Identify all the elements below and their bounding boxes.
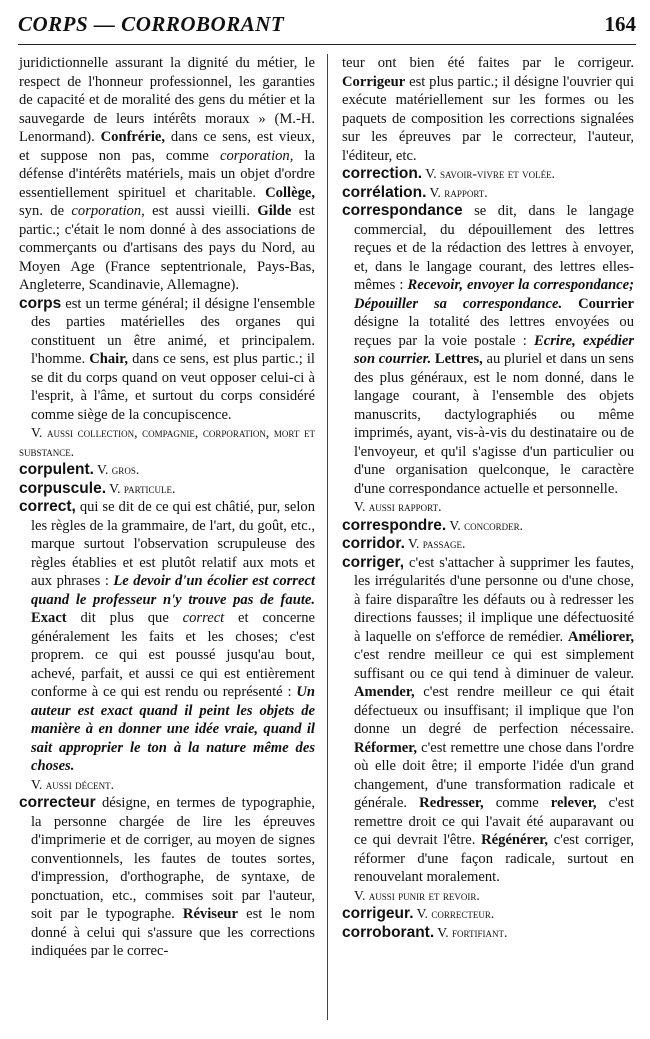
- entry-corporation-continued: [19, 54, 315, 295]
- example-sentence: Ecrire, expédier son courrier.: [354, 332, 634, 367]
- entry-correcteur-continued: [342, 54, 634, 165]
- headword: correspondance: [342, 202, 463, 219]
- synonym-regenerer: Régénérer,: [481, 832, 549, 848]
- headword: corridor.: [342, 535, 405, 552]
- entry-correlation: [342, 184, 634, 203]
- entry-text: est un terme général; il désigne l'ensemble des parties matérielles des organes qui constituent un être animé, et principalem. l'homme.: [31, 295, 315, 367]
- entry-text: la défense d'intérêts matériels, mais un objet d'ordre essentiellement spirituel et charitable.: [19, 147, 316, 201]
- headword: correcteur: [19, 794, 96, 811]
- entry-text: c'est rendre meilleur ce qui est simplement suffisant ou ce qui tend à diminuer de valeur.: [354, 647, 634, 682]
- entry-correcteur: [19, 794, 315, 961]
- cross-reference: V. gros.: [93, 462, 140, 477]
- synonym-reviseur: Réviseur: [182, 906, 239, 922]
- entry-corps: [19, 295, 315, 425]
- headword: correspondre.: [342, 516, 447, 534]
- column-divider: [327, 54, 328, 1020]
- see-also: V. aussi décent.: [31, 776, 115, 792]
- headword: corpulent.: [19, 461, 94, 478]
- synonym-relever: relever,: [550, 795, 597, 811]
- entry-text: et concerne généralement les faits et les choses; c'est proprem. ce qui est poussé jusqu'au bout, achevé, parfait, et aussi ce qui est entièrement conforme à ce qui est rendu ou représenté :: [31, 610, 315, 700]
- headword: corrigeur.: [342, 905, 414, 922]
- entry-text: au pluriel et dans un sens des plus généraux, est le nom donné, dans le langage courant, à l'ensemble des objets manuscrits, dactylographiés ou même imprimés, ayant, vis-à-vis du destinataire ou de l'envoyeur, et qu'il s'agisse d'un particulier ou d'une organisation quelconque, le caractère d'une correspondance actuelle et personnelle.: [354, 351, 634, 497]
- italic-term: corporation,: [220, 147, 294, 164]
- entry-corrigeur: [342, 905, 634, 924]
- synonym-courrier: Courrier: [578, 295, 634, 312]
- cross-reference: V. particule.: [106, 480, 176, 496]
- entry-correct: [19, 498, 315, 776]
- entry-text: teur ont bien été faites par le corrigeur.: [342, 55, 634, 71]
- running-title: CORPS — CORROBORANT: [18, 12, 285, 36]
- synonym-ameliorer: Améliorer,: [567, 628, 634, 645]
- headword: correction.: [342, 165, 423, 182]
- headword: correct,: [19, 498, 76, 515]
- example-sentence: Le devoir d'un écolier est correct quand le professeur n'y trouve pas de faute.: [31, 573, 316, 608]
- headword: corpuscule.: [19, 479, 106, 497]
- entry-corroborant: [342, 924, 634, 943]
- headword: corps: [19, 294, 62, 312]
- cross-reference: V. savoir-vivre et volée.: [422, 166, 555, 181]
- right-column: [342, 54, 634, 942]
- entry-text: c'est remettre droit ce qui l'avait été auparavant ou ce qui devrait l'être.: [354, 795, 634, 848]
- see-also: V. aussi collection, compagnie, corporation, mort et substance.: [19, 425, 315, 459]
- entry-correspondre: [342, 517, 634, 536]
- headword: corroborant.: [342, 923, 435, 941]
- example-sentence: Un auteur est exact quand il peint les objets de manière à en donner une idée vraie, quand il sait approprier le ton à la nature même des choses.: [31, 684, 315, 774]
- entry-text: est partic.; c'était le nom donné à des associations de commerçants ou d'artisans des pays du Nord, au Moyen Age (France septentrionale, Pays-Bas, Angleterre, Scandinavie, Allemagne).: [19, 203, 315, 293]
- entry-correspondance: [342, 202, 634, 498]
- entry-correction: [342, 165, 634, 184]
- entry-corpuscule: [19, 480, 315, 499]
- entry-text: c'est corriger, réformer d'une façon radicale, surtout en renouvelant moralement.: [354, 832, 634, 885]
- cross-reference: V. fortifiant.: [434, 924, 508, 940]
- synonym-reformer: Réformer,: [354, 739, 418, 756]
- cross-reference: V. correcteur.: [413, 906, 495, 921]
- see-also: V. aussi punir et revoir.: [354, 887, 480, 903]
- synonym-confrerie: Confrérie,: [100, 129, 166, 145]
- entry-text: désigne la totalité des lettres envoyées ou reçues par la voie postale :: [354, 314, 634, 349]
- see-also: V. aussi rapport.: [354, 499, 442, 514]
- entry-text: comme: [483, 795, 551, 811]
- cross-reference: V. concorder.: [446, 517, 524, 533]
- synonym-college: Collège,: [265, 184, 315, 201]
- cross-reference: V. passage.: [404, 536, 466, 551]
- page-header: [18, 12, 636, 45]
- entry-text: dans ce sens, est vieux, et suppose non pas, comme: [19, 129, 315, 164]
- entry-text: dans ce sens, est plus partic.; il se dit du corps quand on veut opposer celui-ci à l'esprit, à l'âme, et surtout du corps considéré comme siège de la concupiscence.: [31, 351, 315, 423]
- synonym-lettres: Lettres,: [434, 351, 483, 367]
- italic-term: corporation,: [71, 203, 145, 219]
- entry-corridor: [342, 535, 634, 554]
- synonym-corrigeur: Corrigeur: [342, 73, 406, 90]
- entry-corpulent: [19, 461, 315, 480]
- synonym-chair: Chair,: [89, 351, 129, 367]
- entry-text: est le nom donné à celui qui s'assure que les corrections indiquées par le correc-: [31, 906, 315, 959]
- entry-text: désigne, en termes de typographie, la personne chargée de lire les épreuves d'imprimerie et de corriger, au moyen de signes conventionnels, les fautes de toutes sortes, d'impression, d'orthographe, de syntaxe, de ponctuation, etc., commises soit par l'auteur, soit par le typographe.: [31, 795, 315, 922]
- entry-text: c'est rendre meilleur ce qui était défectueux ou insuffisant; il implique que l'on donne un degré de perfection nécessaire.: [354, 684, 634, 737]
- left-column: [19, 54, 315, 961]
- example-sentence: Recevoir, envoyer la correspondance; Dépouiller sa correspondance.: [354, 277, 634, 312]
- synonym-gilde: Gilde: [257, 203, 292, 219]
- synonym-redresser: Redresser,: [419, 795, 484, 811]
- entry-text: est aussi vieilli.: [144, 203, 258, 219]
- entry-text: juridictionnelle assurant la dignité du métier, le respect de l'honneur professionnel, les garanties de capacité et de moralité des gens du métier et la sauvegarde de leurs intérêts moraux » (M.-H. Lenormand).: [19, 55, 315, 145]
- entry-text: se dit, dans le langage commercial, du dépouillement des lettres reçues et de la rédaction des lettres à envoyer, et, dans le langage courant, des lettres elles-mêmes :: [354, 203, 634, 293]
- page-number: 164: [604, 12, 636, 36]
- headword: corriger,: [342, 553, 405, 571]
- entry-text: est plus partic.; il désigne l'ouvrier qui exécute matériellement sur les formes ou les paquets de composition les corrections signalées sur les épreuves par le correcteur, l'auteur, l'éditeur, etc.: [342, 73, 634, 164]
- synonym-exact: Exact: [31, 610, 67, 626]
- italic-term: correct: [182, 610, 225, 626]
- entry-text: syn. de: [19, 203, 72, 219]
- headword: corrélation.: [342, 183, 427, 201]
- synonym-amender: Amender,: [354, 684, 415, 700]
- entry-text: dit plus que: [66, 610, 183, 626]
- entry-text: c'est s'attacher à supprimer les fautes, les irrégularités d'une personne ou d'une chose, à faire disparaître les défauts ou à redresser les directions fausses; il implique une défectuosité à laquelle on s'efforce de remédier.: [354, 554, 634, 645]
- entry-text: c'est remettre une chose dans l'ordre où elle doit être; il emporte l'idée d'un grand changement, d'une transformation radicale et générale.: [354, 739, 634, 811]
- entry-text: qui se dit de ce qui est châtié, pur, selon les règles de la grammaire, de l'art, du goût, etc., marque surtout l'observation scrupuleuse des règles établies et est plutôt relatif aux mots et aux phrases :: [31, 499, 315, 589]
- cross-reference: V. rapport.: [426, 184, 488, 200]
- entry-corriger: [342, 554, 634, 887]
